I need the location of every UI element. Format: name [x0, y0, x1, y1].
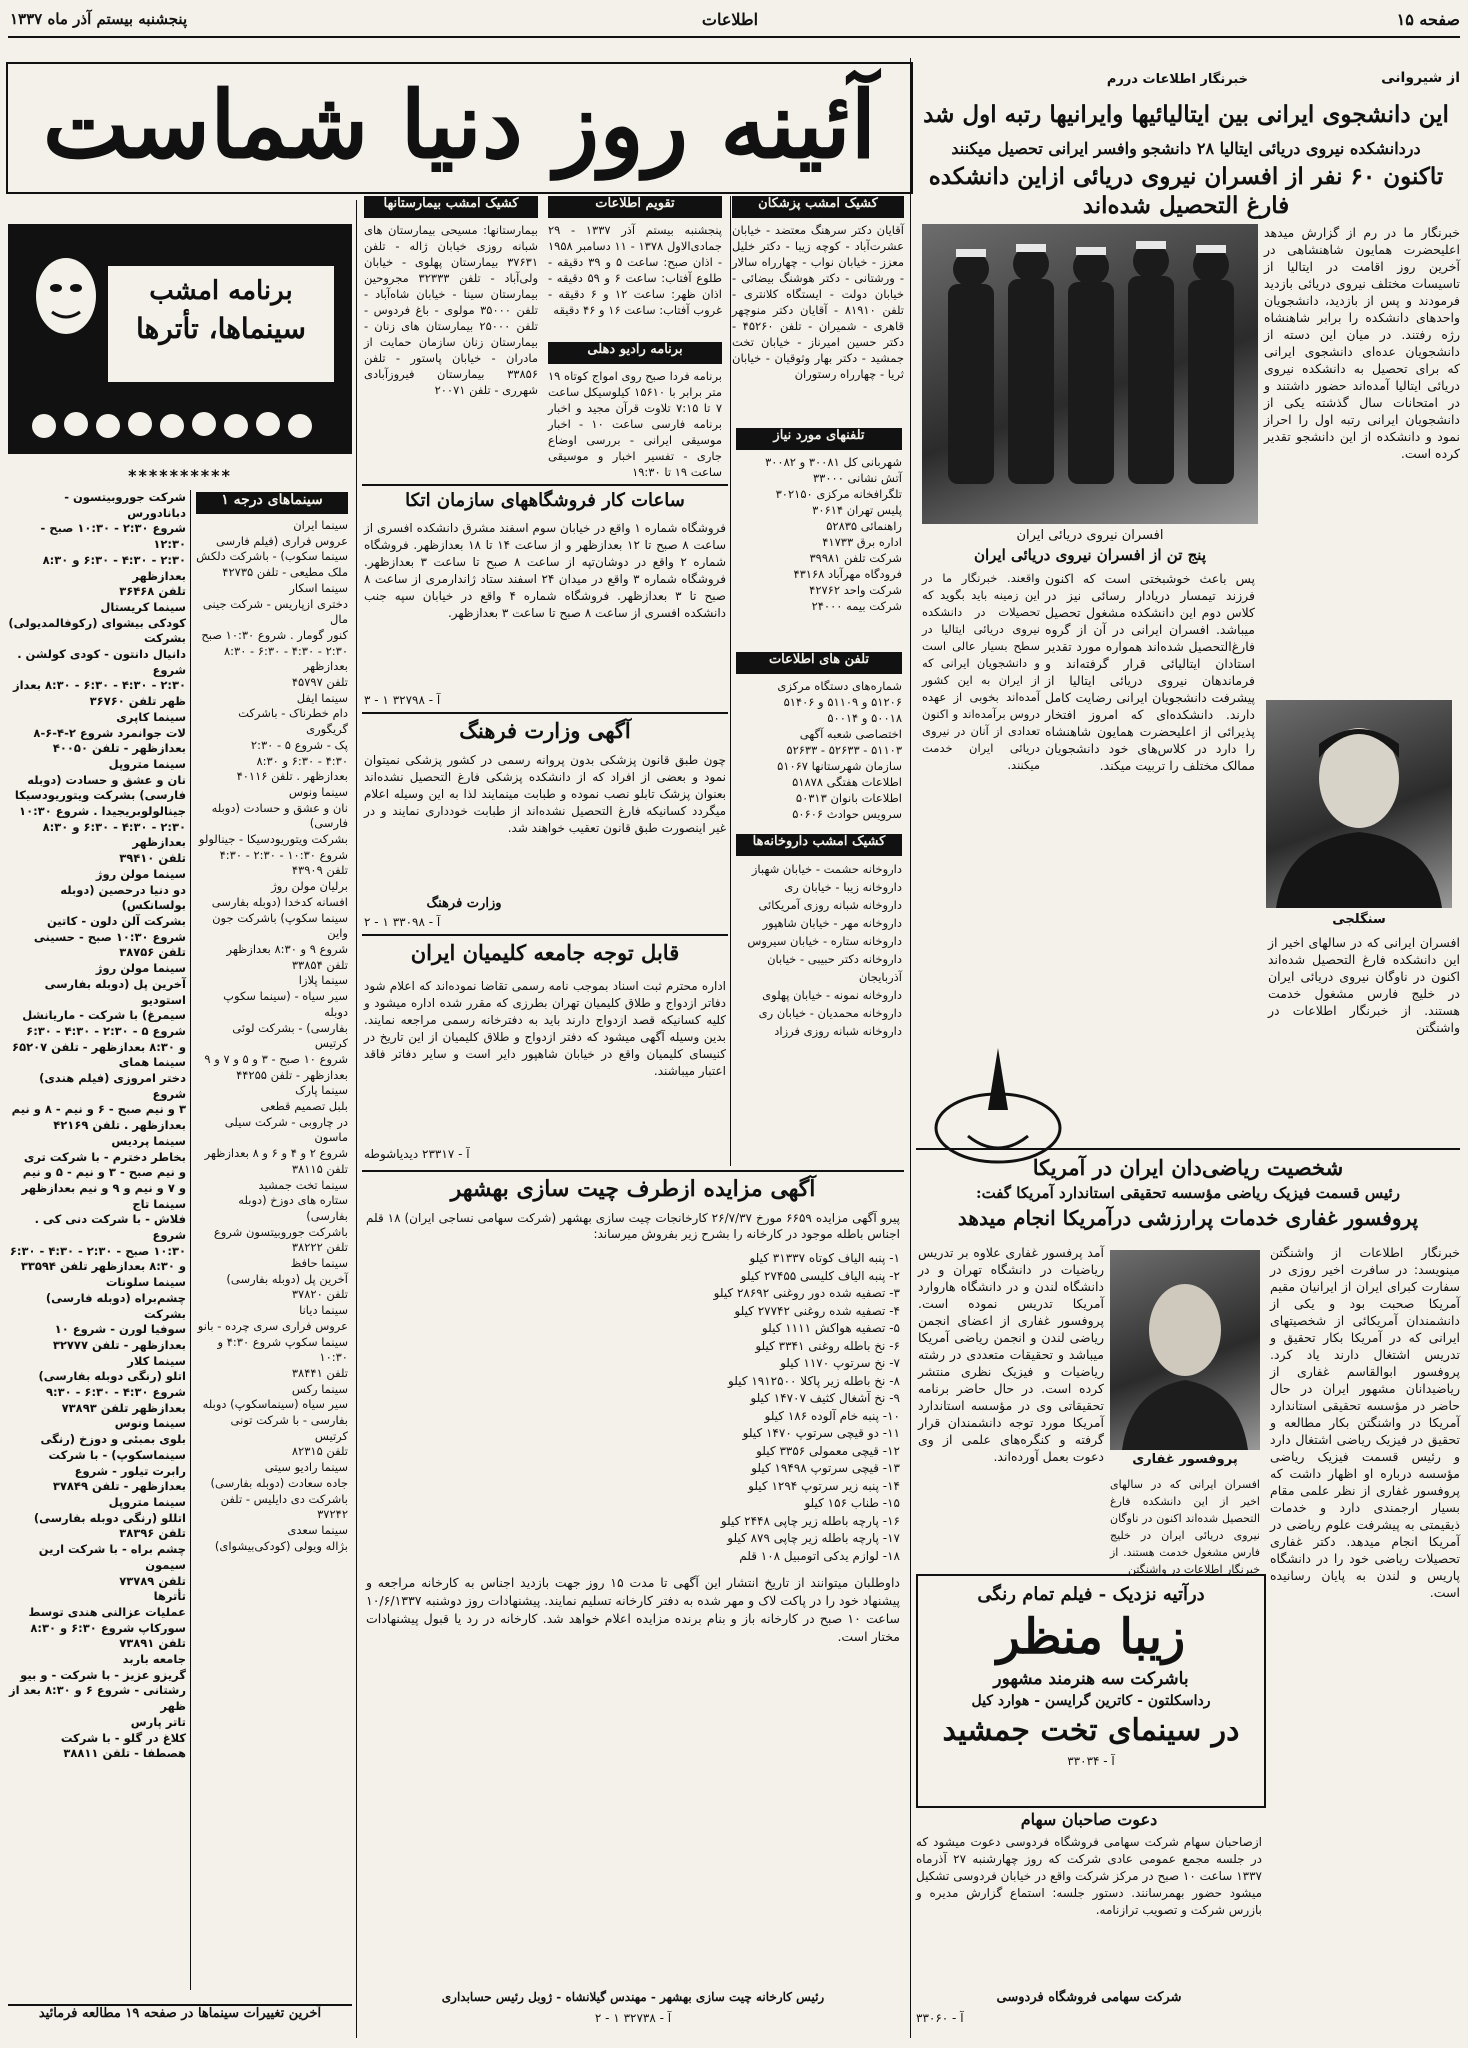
- cinema-banner-title1: برنامه امشب: [149, 276, 293, 306]
- ghaffari-silhouette: [1110, 1250, 1260, 1450]
- cinema-listing-line: پک - شروع ۵ - ۲:۳۰: [250, 737, 348, 752]
- info-phone-entry: ۵۰۰۱۸ و ۵۰۰۱۴: [827, 711, 902, 725]
- cinema-listing-line: سینما کریستال: [100, 599, 186, 614]
- hospitals-text: بیمارستانها: مسیحی بیمارستان های شبانه روزی خیابان ژاله - تلفن ۳۷۶۳۱ بیمارستان پهلوی - خیابان ولی‌آباد - تلفن ۳۲۳۳۳ مجروحین بیمارستان سینا - خیابان شاه‌آباد - تلفن ۳۵۰۰۰ مولوی - باغ فردوس - تلفن ۲۵۰۰۰ بیمارستان های زنان - بیمارستان زنان سازمان حمایت از مادران - خیابان پاستور - تلفن ۳۳۸۵۶ بیمارستان فیروزآبادی شهرری - تلفن ۲۰۰۷۱: [364, 223, 538, 397]
- cinema-listing-line: آخرین پل (دوبله بفارسی): [226, 1271, 348, 1286]
- cinema-listing-line: بشرکت ویتوریودسیکا - جینالولو: [198, 832, 348, 847]
- news-byline-left: از شیروانی: [1381, 70, 1460, 86]
- cinema-listing-line: فارسی) بشرکت ویتوریودسیکا: [14, 788, 186, 803]
- info-phone-entry: سازمان شهرستانها ۵۱۰۶۷: [777, 759, 902, 773]
- cinema-listing-line: دختری ازپاریس - شرکت جینی مال: [202, 596, 348, 627]
- cinema-listing-line: و ۸:۳۰ بعدازظهر - تلفن ۶۵۲۰۷: [12, 1039, 186, 1054]
- cinema-listing-line: سینما کاپری: [116, 709, 186, 724]
- photo-caption-2: پنج تن از افسران نیروی دریائی ایران: [973, 546, 1206, 564]
- cinema-listing-line: بعدازظهر - تلفن ۳۷۸۴۹: [52, 1479, 186, 1494]
- phone-entry: شرکت واحد ۴۲۷۶۲: [809, 583, 902, 597]
- cinema-listing-line: بعدازظهر . تلفن ۴۲۱۶۹: [53, 1118, 186, 1133]
- info-phone-entry: اختصاصی شعبه آگهی: [799, 727, 902, 741]
- cinema-listing-line: سینما ونوس: [288, 784, 348, 799]
- pharmacy-entry: داروخانه ستاره - خیابان سیروس: [747, 934, 902, 948]
- news-headline-2: دردانشکده نیروی دریائی ایتالیا ۲۸ دانشجو وافسر ایرانی تحصیل میکنند: [951, 139, 1421, 158]
- cinema-listing-line: تلفن ۳۸۱۱۵: [291, 1161, 348, 1176]
- masthead-title: آئینه روز دنیا شماست: [42, 71, 877, 179]
- cinema-listing-line: کودکی بیشوای (رکوفالمدیولی) بشرکت: [8, 615, 186, 646]
- cinema-listing-line: و ۸:۳۰ بعدازظهر تلفن ۳۳۵۹۴: [20, 1259, 186, 1274]
- cinema-listing-line: سینما ایفل: [296, 690, 348, 705]
- culture-text: چون طبق قانون پزشکی بدون پروانه رسمی در کشور پزشکی نمیتوان نمود و بعضی از افراد که از دانشکده پزشکی فارغ التحصیل نشده‌اند بعنوان پزشک تابلو نصب نموده و طبابت مینمایند لذا به این وسیله اعلام میگردد کسانیکه فارغ التحصیل نشده‌اند از طبابت خودداری نمایند و در غیر اینصورت طبق قانون تعقیب خواهند شد.: [364, 753, 726, 835]
- cinema-listing-line: افسانه کدخدا (دوبله بفارسی: [211, 894, 348, 909]
- header-rule: [8, 36, 1460, 38]
- auction-item: ۳- تصفیه شده دور روغنی ۲۸۶۹۲ کیلو: [713, 1286, 900, 1300]
- news-column-4: افسران ایرانی که در سالهای اخیر از این دانشکده فارغ التحصیل شده‌اند اکنون در ناوگان نیروی دریائی ایران در خلیج فارس مشغول خدمت هستند. از خبرنگار اطلاعات در واشنگتن: [1268, 935, 1460, 1035]
- scientist-title: شخصیت ریاضی‌دان ایران در آمریکا: [1032, 1155, 1344, 1180]
- phones-list: [736, 454, 902, 644]
- cinema-listing-line: فلاش - با شرکت دنی کی . شروع: [34, 1212, 186, 1243]
- cinema-listing-line: سینما پارک: [295, 1083, 348, 1098]
- cinema-listing-line: تلفن ۳۶۴۶۸: [119, 584, 186, 599]
- calendar-text: پنجشنبه بیستم آذر ۱۳۳۷ - ۲۹ جمادی‌الاول ۱۳۷۸ - ۱۱ دسامبر ۱۹۵۸ - اذان صبح: ساعت ۵ و ۳۹ دقیقه - طلوع آفتاب: ساعت ۶ و ۵۹ دقیقه - اذان ظهر: ساعت ۱۲ و ۶ دقیقه - غروب آفتاب: ساعت ۱۶ و ۴۶ دقیقه: [548, 223, 722, 317]
- auction-intro: پیرو آگهی مزایده ۶۶۵۹ مورخ ۲۶/۷/۳۷ کارخانجات چیت سازی بهشهر (شرکت سهامی نساجی ایران) ۱۸ قلم اجناس باطله موجود در کارخانه را بشرح زیر بفروش میرساند:: [366, 1211, 900, 1241]
- cinema-listing-line: کلاغ در گلو - با شرکت: [60, 1730, 186, 1745]
- small-cols-bottom-rule: [362, 484, 728, 486]
- phone-entry: پلیس تهران ۳۰۶۱۴: [812, 503, 902, 517]
- pharmacy-entry: داروخانه حشمت - خیابان شهباز: [751, 862, 902, 876]
- atka-bottom-rule: [362, 712, 728, 714]
- cinema-listing-line: سینما کلار: [127, 1353, 186, 1368]
- cinema-section1-title: سینماهای درجه ۱: [196, 492, 348, 514]
- news-column-1: خبرنگار ما در رم از گزارش میدهد اعلیحضرت همایون شاهنشاهی در آخرین روز اقامت در ایتالیا از تاسیسات مختلف نیروی دریائی بازدید فرمودند و پس از بازدید، دانشجویان واحدهای دانشکده را برابر شاهنشاه رژه رفتند. در میان این دسته از دانشجویان عده‌ای دانشجوی ایرانی که برای تحصیل به دانشکده نیروی دریائی ایتالیا آمده‌اند حضور داشتند و در امتحانات سال گذشته یکی از دانشجویان ایرانی رتبه اول را احراز نمود و دانشکده از این دانشجو تقدیر کرده است.: [1264, 225, 1460, 461]
- cinema-listing-line: تلفن ۳۸۴۴۱: [291, 1365, 348, 1380]
- auction-item: ۹- نخ آشغال کثیف ۱۴۷۰۷ کیلو: [750, 1391, 900, 1405]
- middle-col-rule: [730, 196, 731, 1166]
- cinema-listing-line: شروع ۲ و ۴ و ۶ و ۸ بعدازظهر: [204, 1146, 348, 1161]
- cinema-listing-line: سوفیا لورن - شروع ۱۰: [54, 1322, 186, 1337]
- movie-ad-title: زیبا منظر: [996, 1609, 1186, 1665]
- phone-entry: شهربانی کل ۳۰۰۸۱ و ۳۰۰۸۲: [765, 455, 902, 469]
- cinema-listing-line: عملیات عزالنی هندی توسط: [28, 1604, 186, 1619]
- cinema-listing-line: سینما تاج: [132, 1196, 186, 1211]
- cinema-listing-line: آخرین پل (دوبله بفارسی استودیو: [44, 976, 186, 1007]
- phone-entry: فرودگاه مهرآباد ۴۳۱۶۸: [793, 567, 902, 581]
- cinema-listing-line: و ۷ و نیم و ۹ و نیم بعدازظهر: [21, 1180, 186, 1195]
- cinema-listing-line: سینما ونوس: [114, 1416, 186, 1431]
- cinema-listing-line: دانیال دانتون - کودی کولشن . شروع: [17, 647, 186, 677]
- pharmacy-entry: داروخانه نمونه - خیابان پهلوی: [762, 988, 902, 1002]
- cinema-listing-line: تلفن ۳۳۸۵۴: [291, 957, 348, 972]
- cinema-listing-line: نان و عشق و حسادت (دوبله فارسی): [211, 800, 348, 831]
- cinema-listing-line: نان و عشق و حسادت (دوبله: [27, 772, 186, 787]
- pharmacy-entry: داروخانه دکتر حبیبی - خیابان آذربایجان: [767, 952, 902, 984]
- naval-officers-photo: [922, 224, 1258, 524]
- cinema-listing-line: باشرکت جوروبیتسون شروع: [213, 1224, 348, 1239]
- radio-text: برنامه فردا صبح روی امواج کوتاه ۱۹ متر برابر با ۱۵۶۱۰ کیلوسیکل ساعت ۷ تا ۷:۱۵ تلاوت قرآن مجید و اخبار برنامه فارسی ساعت ۱۰ - اخبار موسیقی ایرانی - بررسی اوضاع جاری - تفسیر اخبار و موسیقی ساعت ۱۹ تا ۱۹:۳۰: [548, 369, 723, 479]
- cinema-listing-line: سیمرغ) با شرکت - ماریانشل: [22, 1008, 186, 1023]
- cinema-listing-line: بعدازظهر - تلفن ۴۰۰۵۰: [52, 741, 186, 756]
- cinema-listing-line: شروع ۱۰:۳۰ - ۲:۳۰ - ۴:۳۰: [219, 847, 348, 862]
- doctors-text: آقایان دکتر سرهنگ معتضد - خیابان عشرت‌آباد - کوچه زیبا - دکتر خلیل معزز - خیابان نواب - چهارراه سالار - ورشتانی - دکتر هوشنگ بیضائی - خیابان دولت - ایستگاه کلانتری - تلفن ۸۱۹۱۰ - آقایان دکتر منوچهر قاهری - شمیران - تلفن ۴۵۲۶۰ - دکتر حسین امیرناز - خیابان تخت جمشید - دکتر بهار وثوقیان - خیابان ثریا - چهارراه رستوران: [732, 223, 904, 381]
- cinema-listing-line: شروع ۲:۳۰ - ۱۰:۳۰ صبح - ۱۲:۳۰: [40, 521, 186, 552]
- doctors-title: کشیک امشب پزشکان: [732, 196, 904, 218]
- cinema-listing-line: برلیان مولن روژ: [271, 879, 348, 894]
- cinema-listing-line: سیر سیاه (سینماسکوپ) دوبله: [202, 1397, 348, 1412]
- info-phones-list: [736, 678, 902, 828]
- cinema-listing-line: تلفن ۴۵۷۹۷: [291, 675, 348, 690]
- cinema-banner: [8, 224, 352, 454]
- navy-emblem: [928, 1040, 1068, 1170]
- movie-ad-line1: درآتیه نزدیک - فیلم تمام رنگی: [977, 1584, 1205, 1605]
- cinema-listing-line: سینما سکوب) - باشرکت دلکش: [196, 549, 348, 564]
- cinema-listing-line: سینما مولن روژ: [95, 866, 186, 881]
- shareholders-title: دعوت صاحبان سهام: [1020, 1810, 1158, 1829]
- calendar-title: تقویم اطلاعات: [548, 196, 722, 218]
- cinema-listing-line: سینما رکس: [291, 1381, 348, 1396]
- scientist-column-bottom: افسران ایرانی که در سالهای اخیر از این دانشکده فارغ التحصیل شده‌اند اکنون در ناوگان نیروی دریائی ایران در خلیج فارس مشغول خدمت هستند. از خبرنگار اطلاعات در واشنگتن: [1110, 1478, 1260, 1576]
- cinema-listing-line: شرکت جوروبیتسون - دبانادورس: [64, 490, 186, 520]
- cinema-listing-line: باشرکت دی دایلیس - تلفن ۳۷۲۴۲: [220, 1491, 348, 1522]
- cinema-list-b: [196, 518, 348, 1898]
- culture-bottom-rule: [362, 934, 728, 936]
- news-column-3: واقعند. خبرنگار ما در این زمینه باید بگوید که تحصیلات در دانشکده نیروی دریائی ایتالیا در سطح بسیار عالی است و دانشجویان ایرانی که از ایران به این کشور آمده‌اند بخوبی از عهده دروس برآمده‌اند و اکنون تعدادی از آنان در نیروی دریائی ایران خدمت میکنند.: [922, 571, 1040, 772]
- auction-item: ۱۰- پنبه خام آلوده ۱۸۶ کیلو: [764, 1408, 900, 1423]
- shareholders-text: ازصاحبان سهام شرکت سهامی فروشگاه فردوسی دعوت میشود که در جلسه مجمع عمومی عادی شرکت که روز چهارشنبه ۲۷ آذرماه ۱۳۳۷ ساعت ۱۰ صبح در مرکز شرکت واقع در خیابان فردوسی تشکیل میشود حضور بهمرسانند. دستور جلسه: استماع گزارش مدیره و بازرس شرکت و تصویب ترازنامه.: [916, 1835, 1263, 1917]
- info-phone-entry: ۵۱۱۰۳ - ۵۲۶۳۳ - ۵۲۶۳۳: [786, 743, 902, 757]
- kalimian-title: قابل توجه جامعه کلیمیان ایران: [410, 940, 680, 965]
- cinema-listing-line: سینما حافظ: [290, 1256, 348, 1271]
- cinema-listing-line: سینما مولن روژ: [95, 961, 186, 976]
- movie-ad-ref: آ - ۳۳۰۳۴: [1067, 1754, 1115, 1768]
- auction-item: ۶- نخ باطله روغنی ۳۳۴۱ کیلو: [755, 1338, 900, 1353]
- cinema-listing-line: چشم‌براه (دوبله فارسی) بشرکت: [45, 1290, 186, 1321]
- phone-entry: شرکت تلفن ۳۹۹۸۱: [809, 551, 902, 565]
- cinema-listing-line: سینما پلازا: [298, 973, 348, 988]
- column-rule-left: [356, 200, 357, 2038]
- cinema-listing-line: سینما دیانا: [299, 1303, 348, 1318]
- news-headline-1: این دانشجوی ایرانی بین ایتالیائیها وایرانیها رتبه اول شد: [923, 101, 1449, 128]
- movie-ad-venue: در سینمای تخت جمشید: [942, 1713, 1240, 1748]
- cinema-listing-line: بعدازظهر . تلفن ۴۰۱۱۶: [236, 769, 348, 784]
- movie-ad-line2: باشرکت سه هنرمند مشهور: [993, 1669, 1189, 1689]
- photo-caption-1: افسران نیروی دریائی ایران: [1016, 528, 1164, 543]
- cinema-listing-line: شروع ۱۰:۳۰ صبح - حسینی: [33, 929, 186, 944]
- cinema-listing-line: تاتر پارس: [130, 1714, 186, 1729]
- cinema-listing-line: ستاره های دوزخ (دوبله بفارسی): [238, 1193, 348, 1223]
- cinema-listing-line: تلفن ۳۹۴۱۰: [119, 851, 186, 866]
- news-headline-3: تاکنون ۶۰ نفر از افسران نیروی دریائی ازاین دانشکده فارغ التحصیل شده‌اند: [928, 163, 1444, 219]
- cinema-listing-line: جامعه باربد: [122, 1652, 186, 1667]
- phone-entry: آتش نشانی ۳۳۰۰۰: [812, 471, 902, 485]
- culture-title: آگهی وزارت فرهنگ: [459, 718, 631, 743]
- cinema-listing-line: عروس فراری سری چرده - بانو: [197, 1318, 348, 1333]
- pharmacy-entry: داروخانه شبانه روزی فرزاد: [774, 1024, 902, 1038]
- kalimian-text: اداره محترم ثبت اسناد بموجب نامه رسمی تقاضا نموده‌اند که اعلام شود دفاتر ازدواج و طلاق کلیمیان تهران بطرزی که مقرر شده اداره میشود و کلیه کسانیکه قصد ازدواج دارند باید به دفترخانه رسمی مراجعه نمایند. بدین وسیله آگهی میشود که دفتر ازدواج و طلاق کلیمیان از این تاریخ در کنیسای کلیمیان واقع در خیابان شاهپور دایر است و سایر دفاتر فاقد اعتبار میباشند.: [364, 979, 726, 1078]
- cinema-listing-line: تلفن ۳۸۳۹۶: [119, 1526, 186, 1541]
- cinema-listing-line: تلفن ۳۷۸۲۰: [291, 1287, 348, 1302]
- cinema-col-rule: [190, 490, 191, 1990]
- ghaffari-portrait: [1110, 1250, 1260, 1450]
- phone-entry: اداره برق ۴۱۷۳۳: [822, 535, 902, 549]
- auction-item: ۱۲- قیچی معمولی ۳۳۵۶ کیلو: [756, 1443, 900, 1458]
- cinema-listing-line: ۲:۳۰ - ۴:۳۰ - ۶:۳۰ و ۸:۳۰ بعدازظهر: [42, 819, 186, 850]
- auction-item: ۵- تصفیه هواکش ۱۱۱۱ کیلو: [761, 1321, 900, 1335]
- cinema-listing-line: تلفن ۷۳۸۹۱: [119, 1636, 186, 1651]
- cinema-listing-line: سینما متروپل: [108, 1495, 186, 1509]
- cinema-listing-line: جاده سعادت (دوبله بفارسی): [210, 1475, 348, 1490]
- emblem-icon: [928, 1040, 1068, 1170]
- auction-item: ۲- پنبه الیاف کلیسی ۲۷۴۵۵ کیلو: [740, 1268, 900, 1283]
- cinema-listing-line: گریزو عزیز - با شرکت - و بیو: [20, 1667, 186, 1682]
- auction-item: ۸- نخ باطله زیر پاکلا ۱۹۱۲۵۰۰ کیلو: [728, 1373, 900, 1388]
- cinema-listing-line: تأترها: [153, 1589, 186, 1604]
- cinema-listing-line: بژاله ویولی (کودکی‌بیشوای): [214, 1538, 348, 1553]
- cinema-listing-line: سینما سعدی: [287, 1523, 348, 1537]
- ghaffari-caption: پروفسور غفاری: [1132, 1452, 1238, 1467]
- cinema-listing-line: بفارسی - با شرکت تونی کرتیس: [230, 1413, 348, 1443]
- cinema-listing-line: سینما ایران: [293, 518, 348, 532]
- info-phone-entry: شماره‌های دستگاه مرکزی: [777, 679, 902, 693]
- cinema-listing-line: اتلو (رنگی دوبله بفارسی): [38, 1369, 186, 1384]
- auction-text: داوطلبان میتوانند از تاریخ انتشار این آگهی تا مدت ۱۵ روز جهت بازدید اجناس به کارخانه مراجعه و پیشنهاد خود را در پاکت لاک و مهر شده به دفتر کارخانه تسلیم نمایند. پیشنهادات روز دوشنبه ۱۰/۶/۱۳۳۷ ساعت ۱۰ صبح در کارخانه باز و بنام برنده مزایده اعلام خواهد شد. کارخانه در رد یا قبول پیشنهادات مختار است.: [366, 1575, 900, 1644]
- auction-item: ۱۷- پارچه باطله زیر چاپی ۸۷۹ کیلو: [727, 1531, 900, 1545]
- cinema-listing-line: سینما متروپل: [108, 756, 186, 771]
- culture-sign: وزارت فرهنگ: [426, 896, 502, 911]
- info-phone-entry: ۵۱۲۰۶ و ۵۱۱۰۹ و ۵۱۴۰۶: [783, 695, 902, 709]
- auction-ref: آ - ۳۲۷۳۸ ۱ - ۲: [594, 2011, 672, 2025]
- cinema-listing-line: بلبل تصمیم قطعی: [260, 1099, 348, 1114]
- cinema-listing-line: بفارسی) - بشرکت لوئی کرتیس: [232, 1020, 348, 1051]
- auction-item: ۱۴- پنبه زیر سرتوپ ۱۲۹۴ کیلو: [748, 1478, 900, 1493]
- cinema-listing-line: لات جوانمرد شروع ۲-۴-۶-۸: [33, 725, 186, 740]
- cinema-listing-line: رابرت تیلور - شروع: [74, 1463, 186, 1478]
- phone-entry: تلگرافخانه مرکزی ۳۰۲۱۵۰: [775, 487, 902, 501]
- phones-title: تلفنهای مورد نیاز: [736, 428, 902, 450]
- column-rule-right: [910, 58, 911, 2038]
- auction-item: ۴- تصفیه شده روغنی ۲۷۷۴۲ کیلو: [734, 1303, 900, 1318]
- pharmacy-entry: داروخانه مهر - خیابان شاهپور: [762, 916, 902, 930]
- cinema-listing-line: چشم براه - با شرکت ارین سیمون: [38, 1542, 186, 1572]
- cinema-listing-line: ملک مطیعی - تلفن ۴۲۷۳۵: [222, 565, 348, 580]
- cinema-listing-line: سورکاپ شروع ۶:۳۰ و ۸:۳۰: [30, 1620, 186, 1635]
- cinema-listing-line: شروع ۴:۳۰ - ۶:۳۰ - ۹:۳۰: [45, 1385, 186, 1400]
- cinema-listing-line: تلفن ۴۳۹۰۹: [291, 863, 348, 878]
- student-portrait: [1266, 700, 1452, 908]
- scientist-headline: پروفسور غفاری خدمات پرارزشی درآمریکا انجام میدهد: [957, 1206, 1419, 1230]
- cinema-listing-line: سینما سکوپ) باشرکت جون واین: [212, 910, 348, 941]
- auction-item: ۷- نخ سرتوپ ۱۱۷۰ کیلو: [780, 1356, 900, 1370]
- cinema-listing-line: ۲:۳۰ - ۴:۳۰ - ۶:۳۰ و ۸:۳۰ بعدازظهر: [42, 552, 186, 583]
- info-phone-entry: اطلاعات هفتگی ۵۱۸۷۸: [792, 775, 902, 789]
- atka-text: فروشگاه شماره ۱ واقع در خیابان سوم اسفند مشرق دانشکده افسری از ساعت ۸ صبح تا ۱۲ بعدازظهر و از ساعت ۱۴ تا ۱۸ بعدازظهر. فروشگاه شماره ۲ واقع در دوشان‌تپه از ساعت ۸ صبح تا ساعت ۳ بعدازظهر. فروشگاه شماره ۳ واقع در میدان ۲۴ اسفند ستاد ژاندارمری از ساعت ۸ صبح تا ۳ بعدازظهر. فروشگاه شماره ۴ واقع در خیابان سپه جنب دانشکده افسری از ساعت ۸ صبح تا ساعت ۳ بعدازظهر.: [364, 521, 727, 620]
- scientist-column-left: آمد پرفسور غفاری علاوه بر تدریس ریاضیات در دانشگاه تهران و در دانشگاه لندن و در دانشگاه هاروارد آمریکا تدریس نموده است. پروفسور غفاری از اعضای انجمن ریاضی لندن و انجمن ریاضی آمریکا میباشد و تحقیقات متعددی در رشته ریاضیات و فیزیک نظری منتشر کرده است. در حال حاضر برنامه تحقیقاتی وی در مؤسسه استاندارد آمریکا مورد توجه دانشمندان قرار گرفته و کنگره‌های علمی از وی دعوت بعمل آورده‌اند.: [918, 1245, 1104, 1464]
- cinema-listing-line: و نیم صبح - ۳ و نیم - ۵ و نیم: [22, 1165, 186, 1180]
- auction-top-rule: [362, 1170, 904, 1172]
- page-number: صفحه ۱۵: [1396, 10, 1460, 29]
- cinema-listing-line: ۲:۳۰ - ۴:۳۰ - ۶:۳۰ - ۸:۳۰ بعداز: [13, 678, 186, 693]
- cinema-listing-line: دختر امروزی (فیلم هندی) شروع: [39, 1071, 186, 1101]
- cinema-listing-line: کنور گومار . شروع ۱۰:۳۰ صبح: [201, 627, 348, 642]
- cinema-listing-line: سینما اسکار: [289, 580, 348, 595]
- cinema-listing-line: سینما سلونات: [105, 1275, 186, 1290]
- cinema-listing-line: سینماسکوپ) - با شرکت: [48, 1447, 186, 1462]
- auction-item: ۱۶- پارچه باطله زیر چاپی ۲۴۴۸ کیلو: [720, 1513, 900, 1528]
- cinema-listing-line: تلفن ۳۸۲۲۲: [291, 1240, 348, 1255]
- pharmacy-title: کشیک امشب داروخانه‌ها: [736, 834, 902, 856]
- cinema-listing-line: تلفن ۳۸۷۵۶: [119, 945, 186, 960]
- auction-item: ۱- پنبه الیاف کوتاه ۳۱۳۳۷ کیلو: [749, 1251, 900, 1265]
- cinema-listing-line: شروع ۹ و ۸:۳۰ بعدازظهر: [226, 941, 348, 956]
- cinema-listing-line: هصطفا - تلفن ۳۸۸۱۱: [63, 1746, 186, 1761]
- phone-entry: شرکت بیمه ۲۴۰۰۰: [811, 599, 902, 613]
- cinema-listing-line: بعدازظهر - تلفن ۴۴۲۵۵: [236, 1067, 348, 1082]
- cinema-listing-line: سینما سکوپ شروع ۴:۳۰ و ۱۰:۳۰: [217, 1334, 348, 1365]
- news-column-2: پس باعث خوشبختی است که اکنون فرزند تیمسار دریادار رسائی نیز در کلاس دوم این دانشکده مشغول تحصیل میباشد. افسران ایرانی در آن از گروه فارغ‌التحصیل شده‌اند همواره مورد تقدیر استادان ایتالیائی قرار گرفته‌اند و فرماندهان نیروی دریائی ایتالیا از پیشرفت دانشجویان ایرانی رضایت کامل دارند. دانشکده‌ای که امروز افتخار پذیرائی از اعلیحضرت همایون شاهنشاه را دارد در کلاس‌های خود دانشجویان ممالک مختلف را تربیت میکند.: [1045, 571, 1255, 773]
- cinema-stars: **********: [128, 466, 232, 485]
- issue-date: پنجشنبه بیستم آذر ماه ۱۳۳۷: [10, 10, 188, 28]
- auction-title: آگهی مزایده ازطرف چیت سازی بهشهر: [450, 1176, 816, 1202]
- cinema-listing-line: رشتانی - شروع ۶ و ۸:۳۰ بعد از ظهر: [8, 1683, 186, 1714]
- news-byline-right: خبرنگار اطلاعات دررم: [1106, 72, 1248, 87]
- paper-name: اطلاعات: [701, 10, 759, 29]
- cinema-listing-line: بلوی بمبئی و دوزخ (رنگی: [40, 1432, 186, 1447]
- top-news-bottom-rule: [916, 1148, 1460, 1150]
- masthead: [6, 62, 913, 194]
- auction-item: ۱۵- طناب ۱۵۶ کیلو: [804, 1496, 900, 1510]
- cinema-banner-inner: [106, 264, 336, 384]
- shareholders-ref: آ - ۳۳۰۶۰: [916, 2011, 964, 2025]
- cinema-listing-line: بعدازظهر - تلفن ۳۲۷۷۷: [52, 1337, 186, 1352]
- cinema-list-a: [8, 490, 186, 1990]
- cinema-listing-line: تلفن ۷۳۷۸۹: [119, 1573, 186, 1588]
- cinema-listing-line: دو دنیا درحصین (دوبله بولسانکس): [60, 882, 186, 913]
- cinema-listing-line: سینما تخت جمشید: [258, 1177, 348, 1192]
- cinema-banner-title2: سینماها، تأترها: [135, 312, 307, 345]
- info-phones-title: تلفن های اطلاعات: [736, 652, 902, 674]
- info-phone-entry: اطلاعات بانوان ۵۰۳۱۳: [795, 791, 902, 805]
- pharmacy-entry: داروخانه محمدیان - خیابان ری: [758, 1006, 902, 1020]
- cinema-listing-line: ۱۰:۳۰ صبح - ۲:۳۰ - ۴:۳۰ - ۶:۳۰: [9, 1243, 186, 1258]
- student-silhouette: [1266, 700, 1452, 908]
- pharmacy-entry: داروخانه شبانه روزی آمریکائی: [758, 898, 902, 912]
- pharmacy-list: [736, 860, 902, 1160]
- cinema-listing-line: ۳ و نیم صبح - ۶ و نیم - ۸ و نیم: [11, 1102, 186, 1117]
- cinema-listing-line: عروس فراری (فیلم فارسی: [215, 533, 348, 548]
- cinema-listing-line: سینما پردیس: [111, 1133, 186, 1148]
- cinema-listing-line: دام خطرناک - باشرکت گریگوری: [238, 706, 348, 737]
- cinema-listing-line: سیر سیاه - (سینما سکوپ دوبله: [223, 989, 348, 1019]
- scientist-column-right: خبرنگار اطلاعات از واشنگتن مینویسد: در سافرت اخیر روزی در سفارت کبرای ایران از ایرانیان مقیم آمریکا صحبت بود و یکی از دانشمندان آمریکائی از شخصیتهای ایرانی که در آمریکا بکار تحقیق و تدریس اشتغال دارند یاد کرد. پروفسور ابوالقاسم غفاری از ریاضیدانان مشهور ایران در حال حاضر در مؤسسه تحقیقی استاندارد آمریکا در واشنگتن بکار مطالعه و تحقیق در فیزیک ریاضی اشتغال دارد و رئیس قسمت فیزیک ریاضی مؤسسه درباره او اظهار داشت که پروفسور غفاری از نظر علمی مقام بسیار ارجمندی دارد و خدمات ذیقیمتی به پیشرفت علوم ریاضی در آمریکا انجام میدهد. دکتر غفاری تحصیلات ریاضی خود را در دانشگاه پاریس و لندن به پایان رسانیده است.: [1270, 1245, 1460, 1600]
- cinema-listing-line: ظهر تلفن ۳۶۷۶۰: [89, 694, 186, 709]
- cinema-listing-line: بشرکت آلن دلون - کاتین: [46, 913, 186, 928]
- cinema-listing-line: جینالولوبریجیدا . شروع ۱۰:۳۰: [19, 804, 186, 819]
- atka-ref: آ - ۳۲۷۹۸ ۱ - ۳: [364, 693, 441, 707]
- cinema-listing-line: اتللو (رنگی دوبله بفارسی): [33, 1510, 186, 1525]
- portrait-caption: سنگلجی: [1332, 912, 1386, 927]
- hospitals-title: کشیک امشب بیمارستانها: [364, 196, 538, 218]
- radio-title: برنامه رادیو دهلی: [548, 342, 722, 364]
- phone-entry: راهنمائی ۵۲۸۳۵: [826, 519, 902, 533]
- auction-sign: رئیس کارخانه چیت سازی بهشهر - مهندس گیلانشاه - ژوبل رئیس حسابداری: [441, 1990, 825, 2004]
- shareholders-sign: شرکت سهامی فروشگاه فردوسی: [996, 1990, 1182, 2005]
- cinema-listing-line: شروع ۱۰ صبح - ۳ و ۵ و ۷ و ۹: [204, 1051, 348, 1066]
- cinema-listing-line: بعدازظهر تلفن ۷۳۸۹۳: [61, 1400, 186, 1415]
- culture-ref: آ - ۳۳۰۹۸ ۱ - ۲: [364, 915, 441, 929]
- cinema-listing-line: در چاروبی - شرکت سیلی ماسون: [224, 1114, 348, 1145]
- cinema-listing-line: ۴:۳۰ - ۶:۳۰ و ۸:۳۰: [256, 753, 348, 768]
- cinema-listing-line: تلفن ۸۲۳۱۵: [291, 1444, 348, 1459]
- cinema-listing-line: سینما همای: [118, 1055, 186, 1070]
- kalimian-ref: آ - ۲۳۳۱۷ دیدیاشوطه: [364, 1147, 470, 1161]
- atka-title: ساعات کار فروشگاههای سازمان اتکا: [405, 490, 685, 511]
- movie-ad-cast: رداسکلتون - کاترین گرایسن - هوارد کیل: [971, 1693, 1211, 1709]
- cinema-footer: آخرین تغییرات سینماها در صفحه ۱۹ مطالعه فرمائید: [8, 2004, 352, 2028]
- pharmacy-entry: داروخانه زیبا - خیابان ری: [784, 880, 902, 894]
- cinema-listing-line: شروع ۵ - ۲:۳۰ - ۴:۳۰ - ۶:۳۰: [26, 1023, 186, 1038]
- info-phone-entry: سرویس حوادث ۵۰۶۰۶: [792, 807, 902, 821]
- naval-officers-figures: [922, 224, 1258, 524]
- auction-item: ۱۸- لوازم یدکی اتومبیل ۱۰۸ قلم: [739, 1548, 900, 1563]
- auction-item: ۱۳- قیچی سرتوپ ۱۹۴۹۸ کیلو: [751, 1461, 900, 1475]
- cinema-listing-line: ۲:۳۰ - ۴:۳۰ - ۶:۳۰ - ۸:۳۰ بعدازظهر: [223, 643, 348, 674]
- auction-items: [366, 1250, 900, 1568]
- cinema-listing-line: بخاطر دخترم - با شرکت تری: [23, 1149, 186, 1164]
- auction-item: ۱۱- دو قیچی سرتوپ ۱۴۷۰ کیلو: [742, 1426, 900, 1440]
- cinema-listing-line: سینما رادیو سیتی: [264, 1460, 348, 1475]
- scientist-subtitle: رئیس قسمت فیزیک ریاضی مؤسسه تحقیقی استاندارد آمریکا گفت:: [976, 1184, 1400, 1202]
- movie-ad: [916, 1574, 1266, 1808]
